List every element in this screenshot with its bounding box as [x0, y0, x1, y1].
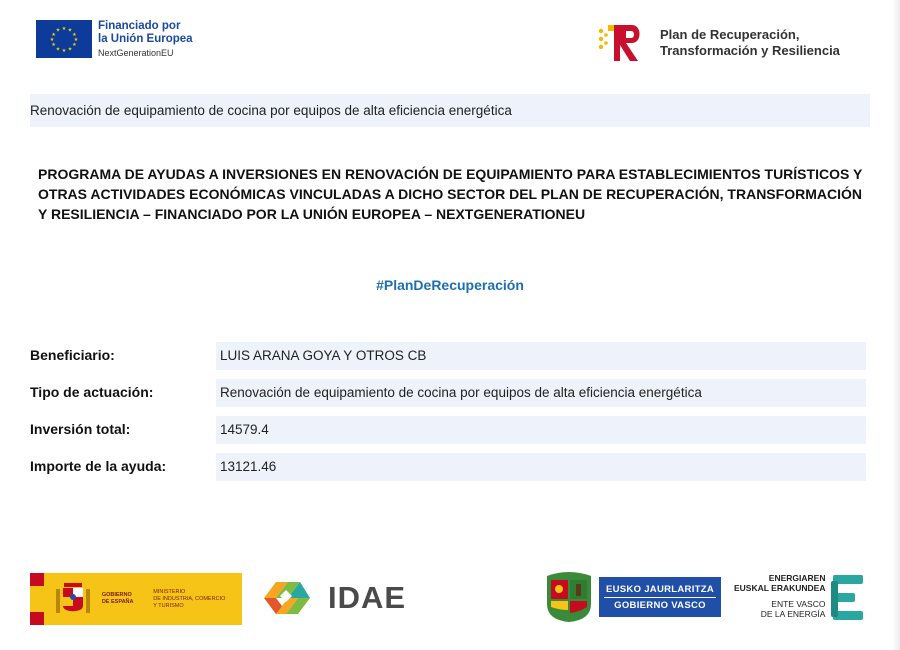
eve-line1: ENERGIAREN: [768, 573, 826, 583]
detail-row-beneficiario: [30, 342, 870, 370]
svg-text:★: ★: [67, 27, 73, 34]
header: [0, 0, 900, 90]
svg-text:★: ★: [73, 37, 79, 43]
eu-logo-line1: Financiado por: [98, 20, 181, 32]
page-edge-shadow: [892, 0, 900, 650]
svg-text:★: ★: [61, 26, 67, 32]
detail-label: Tipo de actuación:: [30, 384, 154, 400]
svg-text:★: ★: [72, 42, 77, 48]
eve-line3: ENTE VASCO: [771, 599, 826, 609]
program-title: PROGRAMA DE AYUDAS A INVERSIONES EN RENOVACIÓN DE EQUIPAMIENTO PARA ESTABLECIMIENTOS TURÍSTICOS Y OTRAS ACTIVIDADES ECONÓMICAS VINCULADAS A DICHO SECTOR DEL PLAN DE RECUPERACIÓN, TRANSFORMACIÓN Y RESILIENCIA – FINANCIADO POR LA UNIÓN EUROPEA – NEXTGENERATIONEU: [38, 166, 863, 222]
eu-logo-line2: la Unión Europea: [98, 33, 193, 45]
hashtag: #PlanDeRecuperación: [376, 277, 524, 293]
vasco-divider: [604, 597, 716, 598]
gobierno-line1: GOBIERNO: [101, 592, 132, 598]
prtr-logo: [598, 22, 840, 64]
eu-funding-logo: [36, 20, 193, 60]
detail-value: 13121.46: [216, 453, 866, 481]
subject-text: Renovación de equipamiento de cocina por equipos de alta eficiencia energética: [30, 103, 512, 118]
idae-logo: [252, 574, 406, 622]
prtr-logo-line1: Plan de Recuperación,: [660, 27, 800, 42]
idae-knot-icon: [252, 574, 322, 622]
vasco-line1: EUSKO JAURLARITZA: [605, 583, 715, 595]
detail-label: Beneficiario:: [30, 347, 115, 363]
eve-line4: DE LA ENERGÍA: [760, 609, 826, 619]
svg-text:★: ★: [51, 32, 56, 38]
gobierno-line2: DE ESPAÑA: [101, 599, 134, 605]
eve-line2: EUSKAL ERAKUNDEA: [734, 583, 826, 593]
subject-bar: [30, 94, 870, 127]
detail-value: 14579.4: [216, 416, 866, 444]
prtr-tr-icon: [598, 22, 646, 64]
svg-text:★: ★: [72, 32, 77, 38]
detail-value: LUIS ARANA GOYA Y OTROS CB: [216, 342, 866, 370]
ente-vasco-energia-logo: [734, 573, 863, 623]
detail-label: Importe de la ayuda:: [30, 458, 167, 474]
gobierno-espana-logo: [30, 573, 242, 625]
gobierno-vasco-logo: [543, 570, 721, 624]
svg-text:★: ★: [51, 42, 56, 48]
ministerio-line2: DE INDUSTRIA, COMERCIO: [153, 595, 226, 602]
svg-text:★: ★: [49, 37, 55, 43]
svg-text:★: ★: [55, 27, 61, 34]
details-table: [30, 342, 870, 490]
detail-row-importe-ayuda: [30, 453, 870, 481]
spain-coat-of-arms-icon: [54, 579, 92, 619]
eu-logo-line3: NextGenerationEU: [98, 48, 174, 58]
detail-row-inversion-total: [30, 416, 870, 444]
gobierno-vasco-band: [599, 577, 721, 617]
svg-text:★: ★: [67, 46, 73, 53]
detail-label: Inversión total:: [30, 421, 131, 437]
ministerio-line1: MINISTERIO: [153, 588, 186, 595]
svg-text:★: ★: [61, 48, 67, 54]
footer-logos: [0, 560, 900, 640]
eve-e-icon: [831, 573, 863, 623]
prtr-logo-line2: Transformación y Resiliencia: [660, 43, 840, 58]
basque-coat-of-arms-icon: [543, 570, 595, 624]
detail-row-tipo-actuacion: [30, 379, 870, 407]
idae-wordmark: IDAE: [328, 580, 407, 615]
eu-flag-icon: [36, 20, 92, 58]
detail-value: Renovación de equipamiento de cocina por equipos de alta eficiencia energética: [216, 379, 866, 407]
vasco-line2: GOBIERNO VASCO: [614, 599, 706, 611]
spain-flag-icon: [30, 573, 44, 625]
svg-text:★: ★: [55, 46, 61, 53]
ministerio-line3: Y TURISMO: [153, 602, 184, 609]
